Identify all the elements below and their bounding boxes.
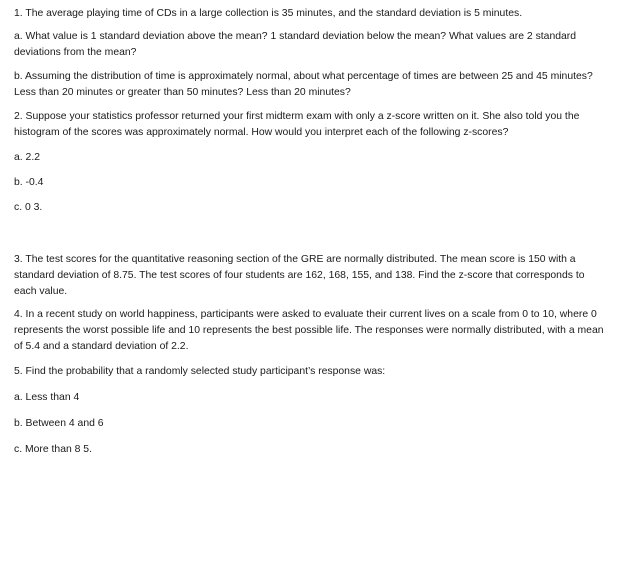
question-5: 5. Find the probability that a randomly selected study participant’s response was: — [14, 366, 386, 377]
question-5a: a. Less than 4 — [14, 392, 80, 403]
question-2c: c. 0 3. — [14, 202, 43, 213]
question-5b: b. Between 4 and 6 — [14, 418, 104, 429]
question-5c: c. More than 8 5. — [14, 444, 92, 455]
question-2b: b. -0.4 — [14, 177, 44, 188]
question-3: 3. The test scores for the quantitative reasoning section of the GRE are normally distributed. The mean score is 150 with a standard deviation of 8.75. The test scores of four students are 162, 168, 155, and 138. Find the z-score that corresponds to each value. — [14, 254, 585, 297]
question-1: 1. The average playing time of CDs in a large collection is 35 minutes, and the standard deviation is 5 minutes. — [14, 8, 523, 19]
question-2a: a. 2.2 — [14, 152, 40, 163]
document-body — [14, 6, 606, 458]
question-1a: a. What value is 1 standard deviation above the mean? 1 standard deviation below the mean? What values are 2 standard deviations from the mean? — [14, 31, 577, 58]
question-1b: b. Assuming the distribution of time is approximately normal, about what percentage of times are between 25 and 45 minutes? Less than 20 minutes or greater than 50 minutes? Less than 20 minutes? — [14, 71, 593, 98]
question-4: 4. In a recent study on world happiness, participants were asked to evaluate their current lives on a scale from 0 to 10, where 0 represents the worst possible life and 10 represents the best possible life. The responses were normally distributed, with a mean of 5.4 and a standard deviation of 2.2. — [14, 309, 604, 352]
question-2: 2. Suppose your statistics professor returned your first midterm exam with only a z-score written on it. She also told you the histogram of the scores was approximately normal. How would you interpret each of the following z-scores? — [14, 111, 580, 138]
